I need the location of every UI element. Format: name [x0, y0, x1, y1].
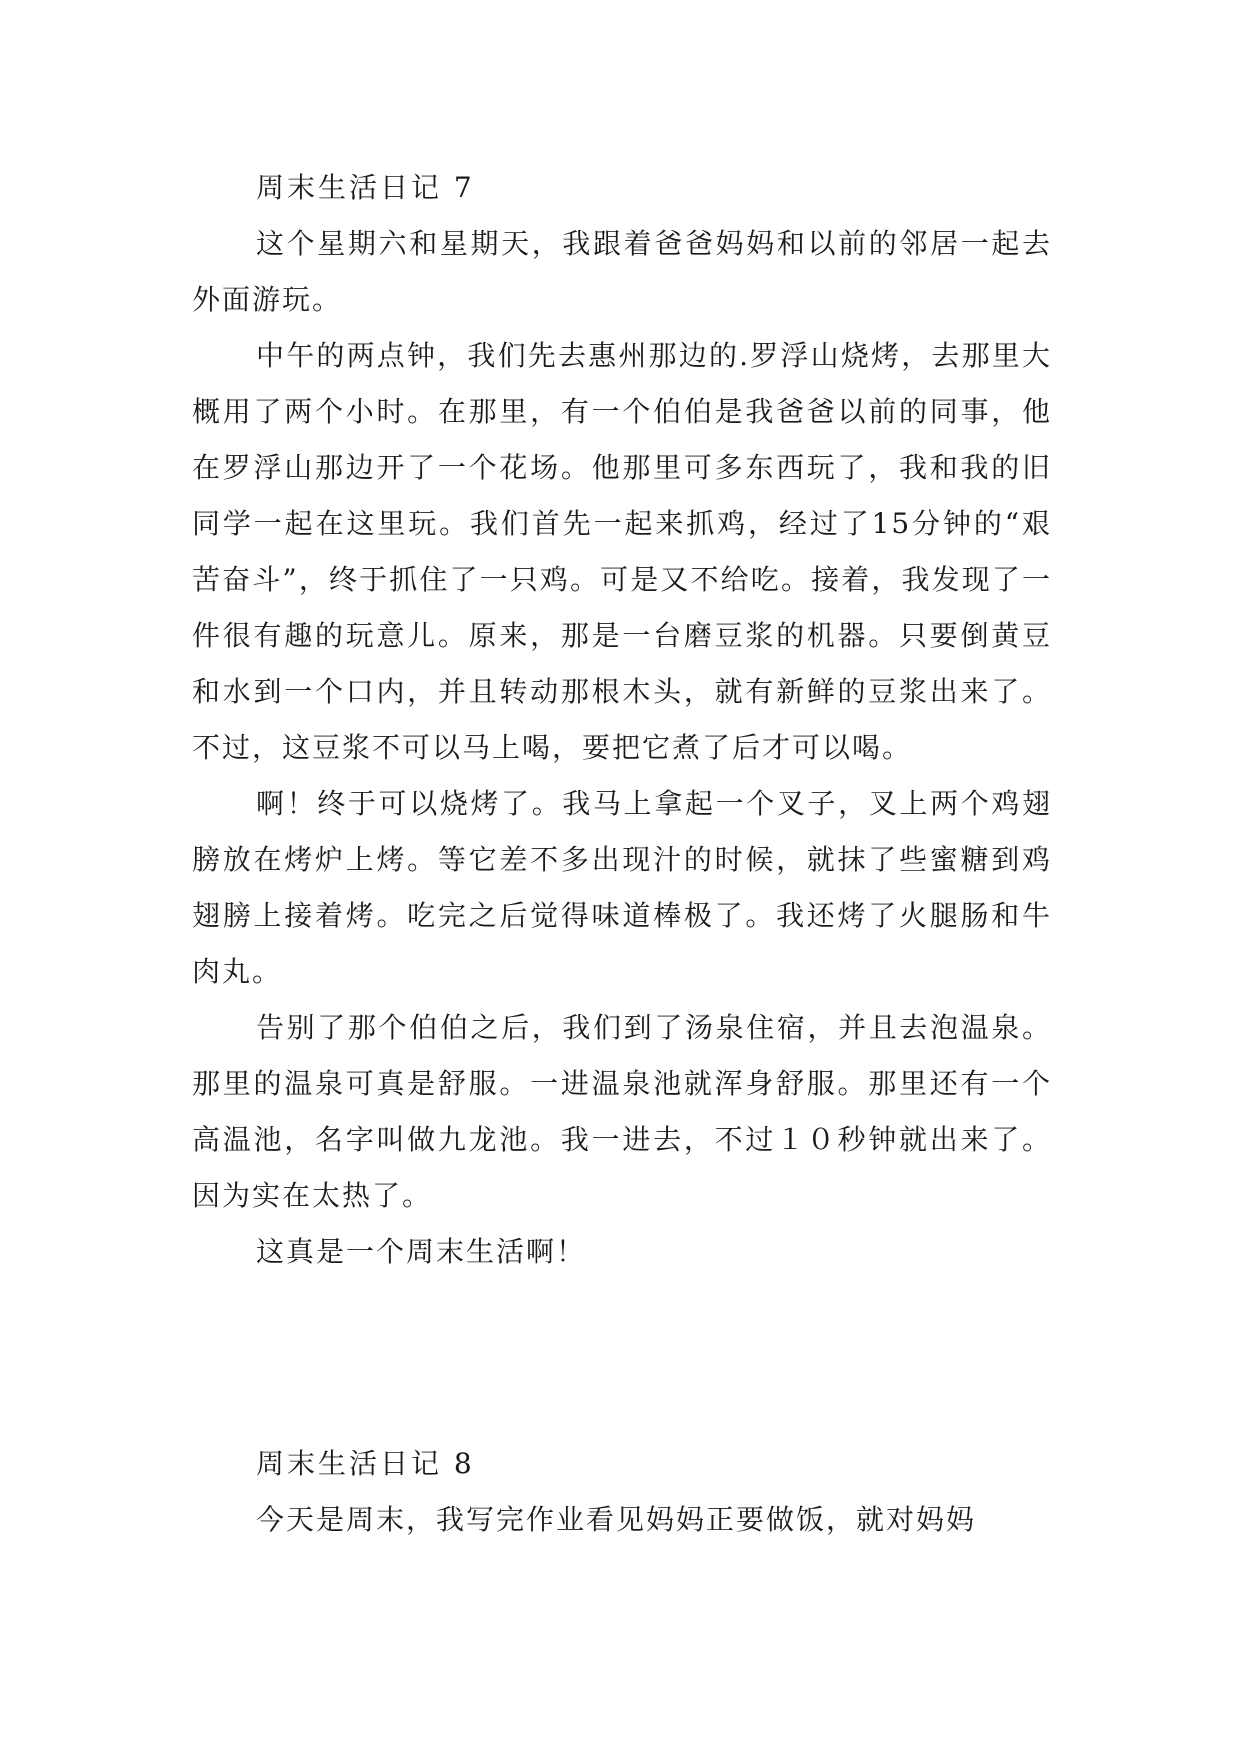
entry-title: 周末生活日记 8 [256, 1447, 475, 1480]
paragraph: 告别了那个伯伯之后，我们到了汤泉住宿，并且去泡温泉。那里的温泉可真是舒服。一进温泉池就浑身舒服。那里还有一个高温池，名字叫做九龙池。我一进去，不过１０秒钟就出来了。因为实在太热了。 [192, 1011, 1052, 1212]
paragraph: 今天是周末，我写完作业看见妈妈正要做饭，就对妈妈 [256, 1503, 977, 1536]
paragraph: 这个星期六和星期天，我跟着爸爸妈妈和以前的邻居一起去外面游玩。 [192, 227, 1052, 316]
entry-title: 周末生活日记 7 [256, 171, 475, 204]
paragraph: 这真是一个周末生活啊！ [256, 1235, 587, 1268]
diary-entry-7 [192, 160, 1052, 1280]
paragraph: 中午的两点钟，我们先去惠州那边的.罗浮山烧烤，去那里大概用了两个小时。在那里，有一个伯伯是我爸爸以前的同事，他在罗浮山那边开了一个花场。他那里可多东西玩了，我和我的旧同学一起在这里玩。我们首先一起来抓鸡，经过了15分钟的“艰苦奋斗”，终于抓住了一只鸡。可是又不给吃。接着，我发现了一件很有趣的玩意儿。原来，那是一台磨豆浆的机器。只要倒黄豆和水到一个口内，并且转动那根木头，就有新鲜的豆浆出来了。不过，这豆浆不可以马上喝，要把它煮了后才可以喝。 [192, 339, 1052, 764]
diary-entry-8 [192, 1436, 1052, 1548]
paragraph: 啊！终于可以烧烤了。我马上拿起一个叉子，叉上两个鸡翅膀放在烤炉上烤。等它差不多出现汁的时候，就抹了些蜜糖到鸡翅膀上接着烤。吃完之后觉得味道棒极了。我还烤了火腿肠和牛肉丸。 [192, 787, 1052, 988]
